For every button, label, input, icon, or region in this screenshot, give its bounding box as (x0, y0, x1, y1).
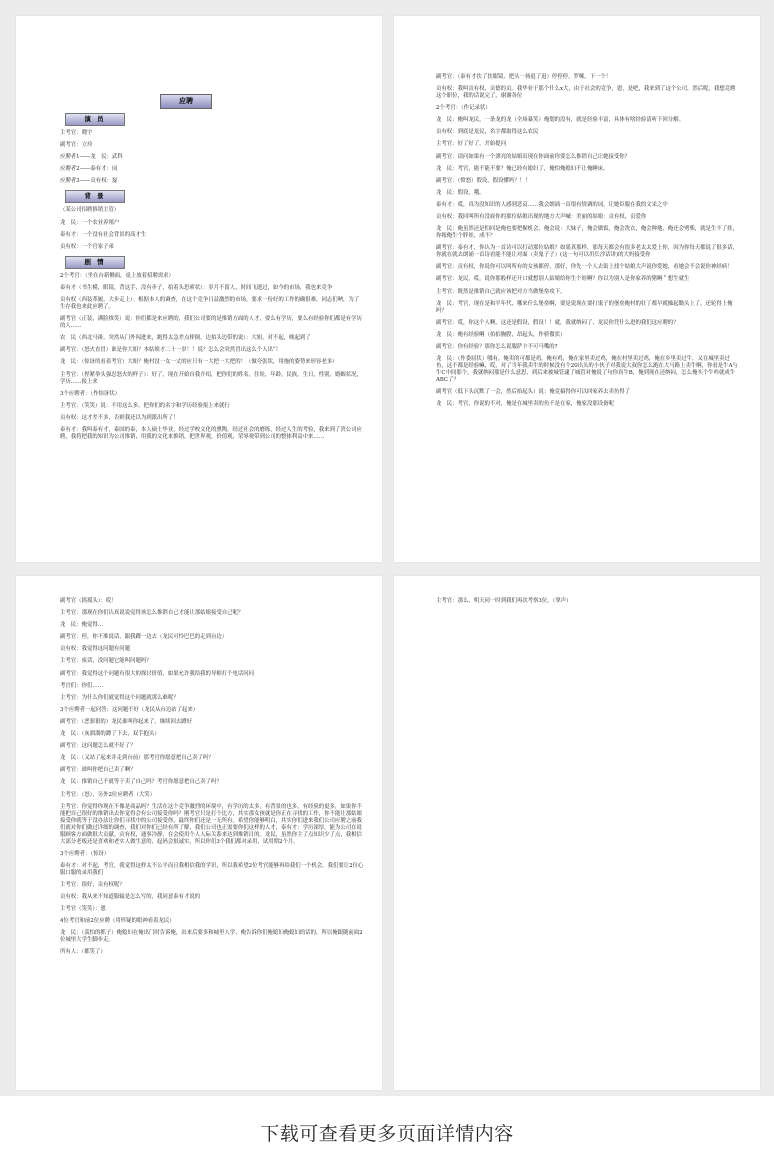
dialogue-line: 龙 民：（又站了起来并走到台前）那考官你愿意把自己卖了吗？ (60, 755, 214, 762)
cast-line: 应聘者3——贡有权：磊 (60, 178, 118, 185)
dialogue-line: 所有人：（都笑了） (60, 949, 106, 956)
dialogue-line: 副考官：谁叫你把自己卖了啊？ (60, 767, 136, 774)
dialogue-line: 贡有权：我叫贡有权，贡德的贡。我毕业于那个什么x大，由于社会的竞争，恩，是吧，我来到了这个公司，然后呢，我想竞聘这个职位，我的话说完了，谢谢各位 (436, 86, 736, 100)
dialogue-line: 副考官（正装，满脸推笑）说：你们都是来应聘的，我们公司要的是推销方面的人才，要么有学历，要么有经验你们都是有学历的人…… (60, 316, 362, 330)
dialogue-line: 副考官：（愤怒）假设，假设懂吗？！！ (436, 177, 531, 184)
document-title: 应聘 (160, 94, 212, 109)
download-more-banner[interactable]: 下载可查看更多页面详情内容 (0, 1096, 774, 1168)
dialogue-line: 龙 民：（灰溜溜的蹲了下去，双手抱头） (60, 731, 160, 738)
dialogue-line: 主考官：（捏紧拳头强忍怒火的样子）：好了，现在开始自我介绍，把你们的姓名，住址，年龄，民族，生日，性别，婚姻状况，学历……报上来 (60, 371, 362, 385)
dialogue-line: 主考官：那么，明天同一时到我们再次考察3位。（掌声） (436, 598, 572, 604)
dialogue-line: 龙 民：考官，现在是和平年代，哪来什么堡垒啊，要是说现在要打鬼子的堡垒俺村的壮丁都早就操起锄头上了，还轮得上俺吗？ (436, 300, 733, 314)
dialogue-line: 贡有权：到底是龙民，名字都取得这么农民 (436, 129, 539, 136)
dialogue-line: 2个考官：（作记录状） (436, 105, 491, 112)
dialogue-line: 主考官：好了好了，开始提问 (436, 141, 507, 148)
dialogue-line: 副考官：这问题怎么就不好了？ (60, 743, 136, 750)
dialogue-line: 龙 民：俺叫龙民，一条龙的龙（全场暴笑）俺划的没有，就是经验丰富，具体有啥经验请听下回分解。 (436, 117, 684, 124)
dialogue-line: 主考官：（笑笑）说：不用这么多，把你们的名字和学历经验报上来就行 (60, 402, 230, 409)
background-subtitle: （某公司招聘推销主管） (60, 207, 120, 214)
cast-line: 副考官：立玲 (60, 142, 93, 149)
role-line: 泰有才：一个没有社会背景的高才生 (60, 231, 147, 238)
dialogue-line: 龙 民：推销自己不就等于卖了自己吗？考官你愿意把自己卖了吗？ (60, 779, 222, 786)
dialogue-line: 3个应聘者一起问答：这问题不好（龙民从台边站了起来） (60, 706, 199, 713)
dialogue-line: 泰有才：对不起，考官，我觉得这样太不公平而且我相信我的学识，所以我希望2位考官能够再给我们一个机会，我们要让2位心服口服的录用我们 (60, 862, 364, 876)
dialogue-line: 考官们：你们…… (60, 682, 104, 689)
dialogue-line: 2个考官：（坐在台新侧面，桌上放着招聘需求） (60, 272, 174, 279)
dialogue-line: 泰有才：哎，真为没知识的人感到悲哀……我会朗诵一首很有情调的词，让她臣服在我的文采之中 (436, 201, 668, 208)
dialogue-line: 主考官：你觉得你现在不像是商品吗？生活在这个竞争激烈的环境中，有学历的太多，有背景的也多，有经验的更多，如果你不能把自己很好的推销出去你觉得会有公司接受你吗？刚考官只是打个比方，其实那女孩就是你正在寻找的工作，你不能让那姑娘接受你就等于没办法让你们寻找中的公司接受你，最终你们还是一无所有。希望你能够明白，其实你们进来我们公司应聘之前我们就对你们做过详细的调查，我们对你们已经有所了解，我们公司也正需要你们这样的人才，泰有才：学历深厚，能为公司在说服顾客方面做很大贡献。贡有权，通事冷静，在会使用个人人际关系来达到推销目的。龙民，虽然你主了点知识少了点，我相信大部分老板还是喜欢和老实人做生意的，起码会很诚实，所以你们3个我们都对录用，试用期2个月。 (60, 803, 362, 845)
dialogue-line: 副考官：哎，你这个人啊，这还是假设，假设！！就，我就纳闷了，龙民你凭什么进的我们这应聘的？ (436, 319, 679, 326)
page-2 (394, 16, 760, 562)
dialogue-line: 3个应聘者：（惊讶） (60, 850, 110, 857)
dialogue-line: 龙 民：俺觉得… (60, 622, 104, 629)
dialogue-line: 副考官：我觉得这个问题有很大的探讨价值，如果允许我给我的导师打个电话问问 (60, 670, 255, 677)
dialogue-line: 龙 民：（作委屈状）哪有，俺卖的可都是鸡，俺有鸡，俺在家里卖过鸡，俺在村里卖过鸡，俺在乡里卖过牛，又在城里卖过鱼，这不都是经验嘛，哎，对了当年我卖牛的时候没有个20出头的小伙子对我说大叔你怎么跑在大马路上卖牛啊，你看是牛A与牛C中间那个，我就纳闷那是什么意思，到后来被城管逮了城管对俺说了句你真牛B，俺到现在还纳闷，怎么俺买个牛咋就成牛ABC了？ (436, 355, 738, 383)
dialogue-line: 农 民（西北马褂，突然从门外闯进来，跑得太急差点摔倒，边拍头边带的说）：大姐，对不起，晚起到了 (60, 335, 311, 342)
dialogue-line: 副考官（低下头沉默了一会，然后抬起头）说：俺竟搞得你可以回家养去卖鱼得了 (436, 389, 631, 396)
page-1 (16, 16, 382, 562)
page-4-body (436, 598, 738, 605)
dialogue-line: 龙 民：（羡怕的抓子）俺媳妇在俺出门时告诉俺，出来后要多和城里人学，俺告诉你们俺媳妇俺媳妇的话的，所以俺跟随前面2位城里大学生脚步走。 (60, 930, 363, 944)
dialogue-line: 副考官：（泰有才扶了扶眼镜，把头一扬退了退）停停停，罗嗦，下一个！ (436, 74, 612, 80)
dialogue-line: 贡有权：这才差不多，否则我还以为到派出所了！ (60, 414, 179, 421)
cast-line: 应聘者1——龙 民：武科 (60, 154, 123, 161)
dialogue-line: 贡有权：我从来不知道服输是怎么写的，我同意泰有才说的 (60, 893, 201, 900)
dialogue-line: 主考官（笑笑）：恩 (60, 906, 106, 913)
cast-line: 应聘者2——泰有才：闵 (60, 166, 118, 173)
page-1-body (60, 94, 364, 441)
dialogue-line: 主考官：那现在你们认真说说觉得该怎么推销自己才能让那姑娘接受自己呢？ (60, 610, 244, 617)
dialogue-line: 副考官：请问如果有一个漂亮的姑娘出现在你面前你要怎么推销自己让她接受你？ (436, 153, 631, 160)
dialogue-line: 龙 民：俺有经验啊（拍拍胸膛，昂起头，作骄傲状） (436, 331, 566, 338)
dialogue-line: 龙 民：俺虽然还是怕回是俺也要把握机会，俺会说：大妹子，俺会做饭，俺会洗衣，俺会种地，俺还会劈柴，就是生不了娃，你嫁俺生个胖娃，成不？ (436, 226, 738, 240)
dialogue-line: 主考官：（怒），另外2位应聘者（大笑） (60, 791, 156, 798)
dialogue-line: 泰有才（书生模，眼镜，背这手，没有步子，拍着头思索状）：岁月不留人，时间飞逝过，如今的市场，我也来竞争 (60, 284, 333, 291)
dialogue-line: 副考官：龙民，哎，说你那般样还开口就想别人姑娘给你生个娃啊？你以为别人是你家养的猪啊＂想生就生 (436, 276, 690, 283)
cast-section-heading: 演 员 (65, 113, 125, 126)
page-3-body (60, 598, 364, 956)
dialogue-line: 贡有权（西装革履，大步走上）：根据本人的调查，在这个竞争日益激烈的市场，要求一份好的工作的确很难，同志们呐，为了生存我也来此应聘了。 (60, 297, 360, 311)
role-line: 龙 民：一个农业养殖户 (60, 219, 120, 226)
role-line: 贡有权：一个官家子弟 (60, 243, 114, 250)
dialogue-line: 副考官：泰有才，你认为一首诗可以打动那位姑娘？如果真那样，那每天都会有很多老太太爱上你，因为你每天都说了很多话，你就在就去朗诵一首诗看能不能让对面（卖鬼子子）(这一句可以用长沙话讲)的大妈接受你 (436, 245, 738, 259)
page-2-body (436, 74, 738, 408)
dialogue-line: 龙 民：假设，哦。 (436, 189, 485, 196)
plot-section-heading: 剧 情 (65, 256, 125, 269)
dialogue-line: 龙 民：（惊讶的看着考官）大姐？俺村没一女一丈的应只有一大把一大把的！（做夸张状，用拖的姿势来形容老多） (60, 359, 338, 366)
cast-line: 主考官：晓宇 (60, 130, 93, 136)
background-section-heading: 背 景 (65, 190, 125, 203)
page-3 (16, 576, 382, 1090)
dialogue-line: 副考官：停，你不准说话，跟我蹲一边去（龙民可怜巴巴的走到台边） (60, 634, 228, 641)
dialogue-line: 贡有权：我回叫所有没雇你的那位姑娘出现的地方大声喊：美丽的姑娘：贡有权，贡爱你 (436, 214, 647, 221)
dialogue-line: 4位考官和前2位应聘（用怀疑的眼神看着龙民） (60, 918, 175, 925)
dialogue-line: 主考官：很好，贡有权呢？ (60, 881, 125, 888)
dialogue-line: 3个应聘者：（作惊讶状） (60, 390, 121, 397)
dialogue-line: 副考官：（恶狠狠的）龙民谁叫你起来了，继续回去蹲好 (60, 718, 193, 725)
dialogue-line: 泰有才：我叫泰有才，泰国的泰，本人硕士毕业，经过学校文化的熏陶，经过社会的磨练，经过人生的考验，我来到了贵公司应聘，我将把我的知识为公司推销，用我的文化来推销，把世界观，价值观，荣辱观带到公司的整体利益中来…… (60, 426, 362, 440)
page-4 (394, 576, 760, 1090)
dialogue-line: 主考官：废话，没问题它能叫问题吗？ (60, 658, 152, 665)
dialogue-line: 副考官：（怒火直冒）谁是你大姐？本姑娘才二十一岁！！说？怎么会突然冒出这么个人出“！ (60, 347, 282, 354)
dialogue-line: 主考官：为什么你们就觉得这个问题就那么难呢？ (60, 694, 179, 701)
dialogue-line: 主考官：既然是推销自己就应该把对方当做堡垒攻下。 (436, 288, 566, 295)
dialogue-line: 副考官：你有经验？那你怎么说服萨卞不可马嘴的? (436, 343, 558, 350)
dialogue-line: 副考官：贡有权，你说你可以叫所有的女孩都停，那好，你先一个人去街上找个姑娘大声说你爱她，看她会不会说你神经病！ (436, 264, 733, 271)
dialogue-line: 副考官（摇摇头）：哎！ (60, 598, 117, 604)
dialogue-line: 贡有权：我觉得这问题有问题 (60, 646, 131, 653)
dialogue-line: 龙 民：考官，你说的不对，俺是在城里卖的鱼不是在家，俺家没那设备呢 (436, 401, 614, 408)
dialogue-line: 龙 民：考官，能不能不要？俺已经有媳妇了，俺怕俺媳妇不让俺睡床。 (436, 165, 609, 172)
